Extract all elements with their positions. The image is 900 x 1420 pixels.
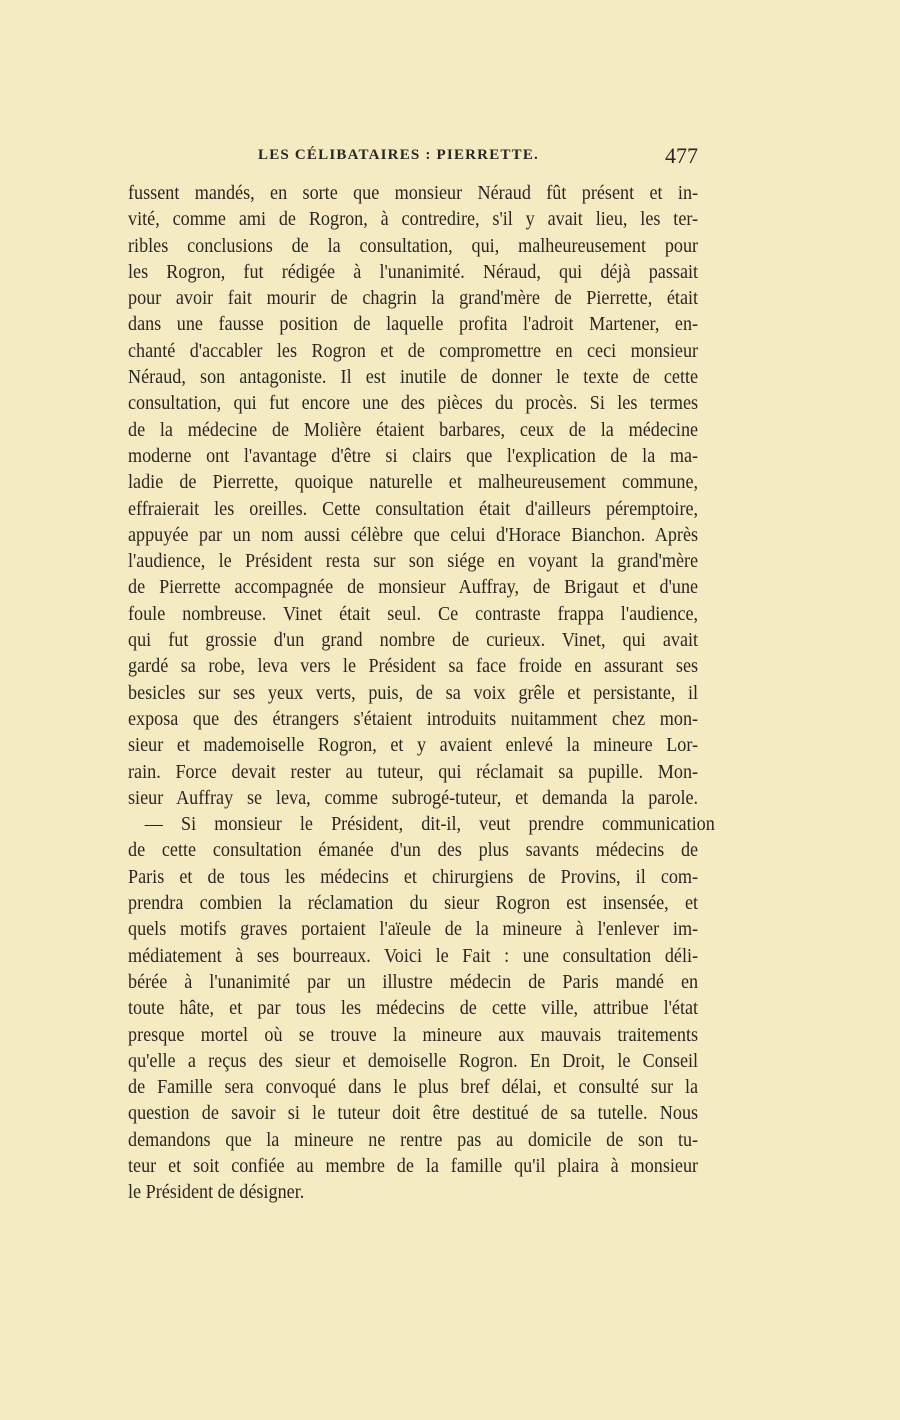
running-header [258, 143, 698, 171]
text-line: question de savoir si le tuteur doit être destitué de sa tutelle. Nous [128, 1103, 699, 1125]
text-line: exposa que des étrangers s'étaient introduits nuitamment chez mon- [128, 708, 699, 730]
text-line: de cette consultation émanée d'un des plus savants médecins de [128, 840, 699, 862]
text-line: vité, comme ami de Rogron, à contredire, s'il y avait lieu, les ter- [128, 209, 699, 231]
text-line: toute hâte, et par tous les médecins de cette ville, attribue l'état [128, 998, 699, 1020]
text-line: de Pierrette accompagnée de monsieur Auffray, de Brigaut et d'une [128, 577, 699, 599]
text-line: de Famille sera convoqué dans le plus bref délai, et consulté sur la [128, 1077, 699, 1099]
text-line: Paris et de tous les médecins et chirurgiens de Provins, il com- [128, 866, 699, 888]
text-line: Néraud, son antagoniste. Il est inutile de donner le texte de cette [128, 367, 699, 389]
text-line: gardé sa robe, leva vers le Président sa face froide en assurant ses [128, 656, 699, 678]
text-line: sieur et mademoiselle Rogron, et y avaient enlevé la mineure Lor- [128, 735, 699, 757]
text-line: dans une fausse position de laquelle profita l'adroit Martener, en- [128, 314, 699, 336]
text-line: sieur Auffray se leva, comme subrogé-tuteur, et demanda la parole. [128, 787, 699, 809]
running-title: LES CÉLIBATAIRES : PIERRETTE. [258, 147, 539, 163]
text-line: ladie de Pierrette, quoique naturelle et malheureusement commune, [128, 472, 699, 494]
text-line: besicles sur ses yeux verts, puis, de sa voix grêle et persistante, il [128, 682, 699, 704]
text-line: bérée à l'unanimité par un illustre médecin de Paris mandé en [128, 971, 699, 993]
text-line: de la médecine de Molière étaient barbares, ceux de la médecine [128, 419, 699, 441]
body-text [128, 181, 715, 1207]
text-line: fussent mandés, en sorte que monsieur Néraud fût présent et in- [128, 183, 699, 204]
text-line: demandons que la mineure ne rentre pas au domicile de son tu- [128, 1129, 699, 1151]
text-line: rain. Force devait rester au tuteur, qui réclamait sa pupille. Mon- [128, 761, 699, 783]
text-line: le Président de désigner. [128, 1182, 305, 1204]
page-number: 477 [665, 143, 698, 168]
text-line: quels motifs graves portaient l'aïeule de la mineure à l'enlever im- [128, 919, 699, 941]
text-line: — Si monsieur le Président, dit-il, veut prendre communication [144, 814, 715, 836]
text-line: teur et soit confiée au membre de la famille qu'il plaira à monsieur [128, 1155, 699, 1177]
text-line: appuyée par un nom aussi célèbre que celui d'Horace Bianchon. Après [128, 524, 699, 546]
text-line: les Rogron, fut rédigée à l'unanimité. Néraud, qui déjà passait [128, 261, 699, 283]
text-line: effraierait les oreilles. Cette consultation était d'ailleurs péremptoire, [128, 498, 699, 520]
text-line: consultation, qui fut encore une des pièces du procès. Si les termes [128, 393, 699, 415]
text-line: qu'elle a reçus des sieur et demoiselle Rogron. En Droit, le Conseil [128, 1050, 699, 1072]
text-line: chanté d'accabler les Rogron et de compromettre en ceci monsieur [128, 340, 699, 362]
text-line: ribles conclusions de la consultation, qui, malheureusement pour [128, 235, 699, 257]
text-line: foule nombreuse. Vinet était seul. Ce contraste frappa l'audience, [128, 603, 699, 625]
text-line: qui fut grossie d'un grand nombre de curieux. Vinet, qui avait [128, 630, 699, 652]
text-line: l'audience, le Président resta sur son siége en voyant la grand'mère [128, 551, 699, 573]
text-line: presque mortel où se trouve la mineure aux mauvais traitements [128, 1024, 699, 1046]
text-line: moderne ont l'avantage d'être si clairs que l'explication de la ma- [128, 445, 699, 467]
text-line: pour avoir fait mourir de chagrin la grand'mère de Pierrette, était [128, 288, 699, 310]
text-line: médiatement à ses bourreaux. Voici le Fait : une consultation déli- [128, 945, 699, 967]
text-line: prendra combien la réclamation du sieur Rogron est insensée, et [128, 893, 699, 915]
